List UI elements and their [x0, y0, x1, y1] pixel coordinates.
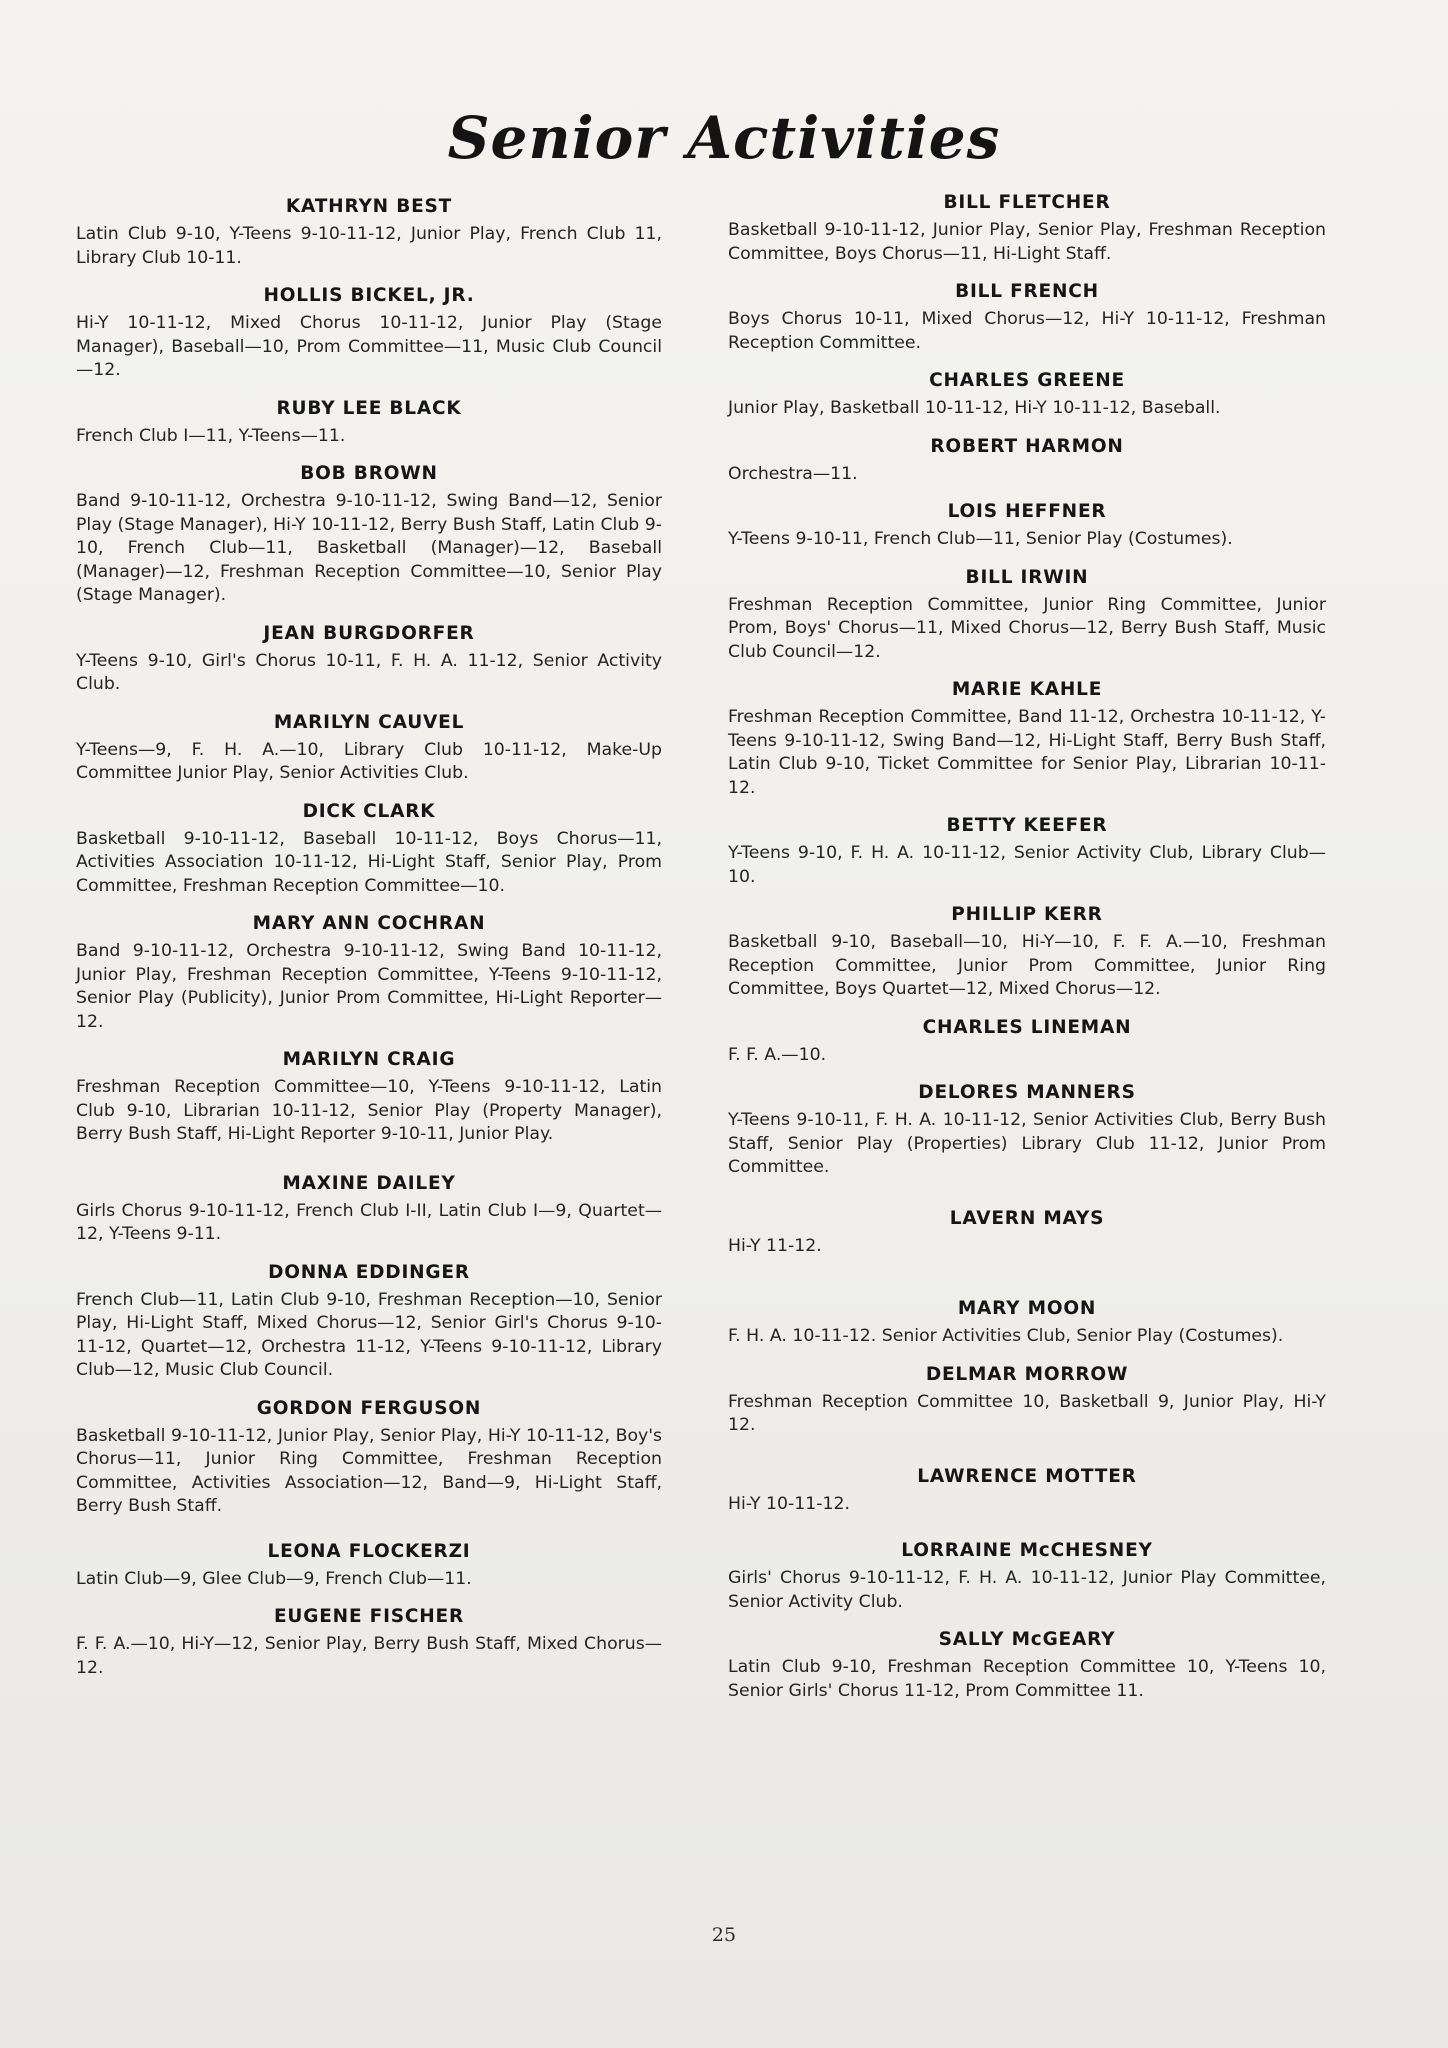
senior-name: CHARLES GREENE [929, 370, 1125, 391]
senior-name: LEONA FLOCKERZI [267, 1540, 471, 1562]
senior-entry [728, 567, 1326, 665]
senior-entry [76, 1173, 662, 1247]
senior-entry [728, 679, 1326, 800]
senior-entry [728, 192, 1326, 266]
senior-activities: Y-Teens 9-10, F. H. A. 10-11-12, Senior Activity Club, Library Club—10. [728, 843, 1326, 887]
senior-entry [76, 712, 662, 786]
senior-activities: Latin Club 9-10, Y-Teens 9-10-11-12, Junior Play, French Club 11, Library Club 10-11. [76, 224, 662, 268]
senior-name: SALLY McGEARY [938, 1629, 1116, 1650]
page-number: 25 [711, 1924, 737, 1946]
senior-name: JEAN BURGDORFER [263, 622, 475, 644]
senior-entry [728, 1364, 1326, 1438]
senior-activities: Freshman Reception Committee, Junior Ring Committee, Junior Prom, Boys' Chorus—11, Mixed Chorus—12, Berry Bush Staff, Music Club Council—12. [728, 594, 1326, 662]
senior-entry [76, 398, 662, 449]
senior-activities: Hi-Y 11-12. [728, 1235, 822, 1256]
senior-entry [76, 913, 662, 1034]
senior-activities: Y-Teens—9, F. H. A.—10, Library Club 10-11-12, Make-Up Committee Junior Play, Senior Activities Club. [76, 739, 662, 783]
senior-activities: Y-Teens 9-10-11, F. H. A. 10-11-12, Senior Activities Club, Berry Bush Staff, Senior Play (Properties) Library Club 11-12, Junior Prom Committee. [728, 1110, 1326, 1177]
senior-activities: Hi-Y 10-11-12. [728, 1493, 850, 1514]
senior-name: BILL FLETCHER [943, 192, 1111, 213]
senior-activities: F. F. A.—10, Hi-Y—12, Senior Play, Berry Bush Staff, Mixed Chorus—12. [76, 1634, 662, 1678]
senior-activities: Boys Chorus 10-11, Mixed Chorus—12, Hi-Y 10-11-12, Freshman Reception Committee. [728, 309, 1326, 353]
senior-entry [76, 196, 662, 270]
senior-name: GORDON FERGUSON [256, 1397, 482, 1419]
senior-name: EUGENE FISCHER [273, 1606, 465, 1627]
senior-activities: Latin Club—9, Glee Club—9, French Club—11. [76, 1568, 472, 1589]
senior-name: DICK CLARK [302, 800, 436, 822]
senior-entry [76, 463, 662, 608]
senior-name: DELORES MANNERS [918, 1082, 1136, 1103]
senior-entry [76, 1606, 662, 1680]
senior-entry [728, 1082, 1326, 1180]
senior-name: MARILYN CRAIG [282, 1049, 456, 1070]
senior-entry [728, 436, 1326, 487]
senior-activities: Basketball 9-10, Baseball—10, Hi-Y—10, F. F. A.—10, Freshman Reception Committee, Junior Prom Committee, Junior Ring Committee, Boys Quartet—12, Mixed Chorus—12. [728, 932, 1326, 999]
senior-activities: Band 9-10-11-12, Orchestra 9-10-11-12, Swing Band—12, Senior Play (Stage Manager), Hi-Y 10-11-12, Berry Bush Staff, Latin Club 9-10, French Club—11, Basketball (Manager)—12, Baseball (Manager)—12, Freshman Reception Committee—10, Senior Play (Stage Manager). [76, 491, 662, 605]
page-title: Senior Activities [447, 104, 1001, 172]
senior-activities: Basketball 9-10-11-12, Baseball 10-11-12, Boys Chorus—11, Activities Association 10-11-12, Hi-Light Staff, Senior Play, Prom Committee, Freshman Reception Committee—10. [76, 828, 662, 896]
senior-entry [728, 1017, 1326, 1068]
senior-name: MARILYN CAUVEL [273, 711, 465, 733]
senior-entry [76, 801, 662, 899]
senior-entry [728, 281, 1326, 355]
senior-activities: Freshman Reception Committee—10, Y-Teens 9-10-11-12, Latin Club 9-10, Librarian 10-11-12, Senior Play (Property Manager), Berry Bush Staff, Hi-Light Reporter 9-10-11, Junior Play. [76, 1077, 662, 1144]
senior-activities: Y-Teens 9-10, Girl's Chorus 10-11, F. H. A. 11-12, Senior Activity Club. [76, 650, 662, 694]
senior-name: BETTY KEEFER [946, 815, 1108, 836]
senior-activities: Girls' Chorus 9-10-11-12, F. H. A. 10-11-12, Junior Play Committee, Senior Activity Club. [728, 1568, 1326, 1612]
senior-name: DELMAR MORROW [925, 1363, 1129, 1385]
senior-name: LAWRENCE MOTTER [917, 1465, 1137, 1487]
senior-entry [76, 1262, 662, 1383]
senior-entry [728, 370, 1326, 421]
senior-activities: Y-Teens 9-10-11, French Club—11, Senior Play (Costumes). [728, 529, 1233, 549]
senior-name: LAVERN MAYS [949, 1207, 1105, 1229]
senior-activities: French Club I—11, Y-Teens—11. [76, 425, 346, 446]
senior-entry [76, 623, 662, 697]
senior-activities: Hi-Y 10-11-12, Mixed Chorus 10-11-12, Junior Play (Stage Manager), Baseball—10, Prom Committee—11, Music Club Council—12. [76, 313, 662, 380]
senior-name: MARY ANN COCHRAN [252, 913, 486, 934]
senior-name: MARIE KAHLE [951, 679, 1103, 700]
senior-entry [76, 1049, 662, 1147]
senior-name: RUBY LEE BLACK [276, 397, 462, 419]
senior-entry [728, 1208, 1326, 1259]
senior-name: MARY MOON [957, 1298, 1097, 1319]
senior-name: DONNA EDDINGER [268, 1261, 470, 1283]
senior-entry [728, 1540, 1326, 1614]
senior-activities: Freshman Reception Committee 10, Basketball 9, Junior Play, Hi-Y 12. [728, 1391, 1326, 1435]
senior-activities: Band 9-10-11-12, Orchestra 9-10-11-12, Swing Band 10-11-12, Junior Play, Freshman Reception Committee, Y-Teens 9-10-11-12, Senior Play (Publicity), Junior Prom Committee, Hi-Light Reporter—12. [76, 941, 662, 1032]
senior-name: KATHRYN BEST [285, 196, 453, 217]
senior-activities: Junior Play, Basketball 10-11-12, Hi-Y 10-11-12, Baseball. [728, 398, 1221, 418]
senior-name: BILL IRWIN [965, 566, 1089, 588]
senior-name: LOIS HEFFNER [947, 501, 1107, 522]
senior-activities: Orchestra—11. [728, 463, 858, 484]
senior-name: CHARLES LINEMAN [922, 1016, 1132, 1038]
senior-entry [76, 285, 662, 383]
senior-entry [728, 501, 1326, 552]
senior-entry [76, 1398, 662, 1519]
senior-name: PHILLIP KERR [951, 904, 1103, 925]
senior-name: ROBERT HARMON [930, 435, 1124, 457]
senior-activities: F. H. A. 10-11-12. Senior Activities Club, Senior Play (Costumes). [728, 1326, 1284, 1346]
senior-activities: Latin Club 9-10, Freshman Reception Committee 10, Y-Teens 10, Senior Girls' Chorus 11-12, Prom Committee 11. [728, 1657, 1326, 1701]
senior-name: MAXINE DAILEY [282, 1172, 456, 1194]
senior-activities: Girls Chorus 9-10-11-12, French Club I-II, Latin Club I—9, Quartet—12, Y-Teens 9-11. [76, 1200, 662, 1244]
senior-activities: French Club—11, Latin Club 9-10, Freshman Reception—10, Senior Play, Hi-Light Staff, Mixed Chorus—12, Senior Girl's Chorus 9-10-11-12, Quartet—12, Orchestra 11-12, Y-Teens 9-10-11-12, Library Club—12, Music Club Council. [76, 1289, 662, 1380]
senior-entry [76, 1541, 662, 1592]
right-column [728, 192, 1326, 1718]
senior-activities: Freshman Reception Committee, Band 11-12, Orchestra 10-11-12, Y-Teens 9-10-11-12, Swing Band—12, Hi-Light Staff, Berry Bush Staff, Latin Club 9-10, Ticket Committee for Senior Play, Librarian 10-11-12. [728, 707, 1326, 798]
senior-name: BOB BROWN [300, 463, 438, 484]
senior-name: LORRAINE McCHESNEY [901, 1540, 1153, 1561]
senior-activities: Basketball 9-10-11-12, Junior Play, Senior Play, Hi-Y 10-11-12, Boy's Chorus—11, Junior Ring Committee, Freshman Reception Committee, Activities Association—12, Band—9, Hi-Light Staff, Berry Bush Staff. [76, 1425, 662, 1516]
senior-entry [728, 815, 1326, 889]
senior-name: HOLLIS BICKEL, JR. [263, 285, 475, 306]
senior-entry [728, 1629, 1326, 1703]
senior-name: BILL FRENCH [955, 281, 1099, 302]
senior-entry [728, 904, 1326, 1002]
senior-activities: F. F. A.—10. [728, 1044, 827, 1065]
senior-activities: Basketball 9-10-11-12, Junior Play, Senior Play, Freshman Reception Committee, Boys Chorus—11, Hi-Light Staff. [728, 220, 1326, 264]
left-column [76, 196, 662, 1695]
senior-entry [728, 1298, 1326, 1349]
senior-entry [728, 1466, 1326, 1517]
